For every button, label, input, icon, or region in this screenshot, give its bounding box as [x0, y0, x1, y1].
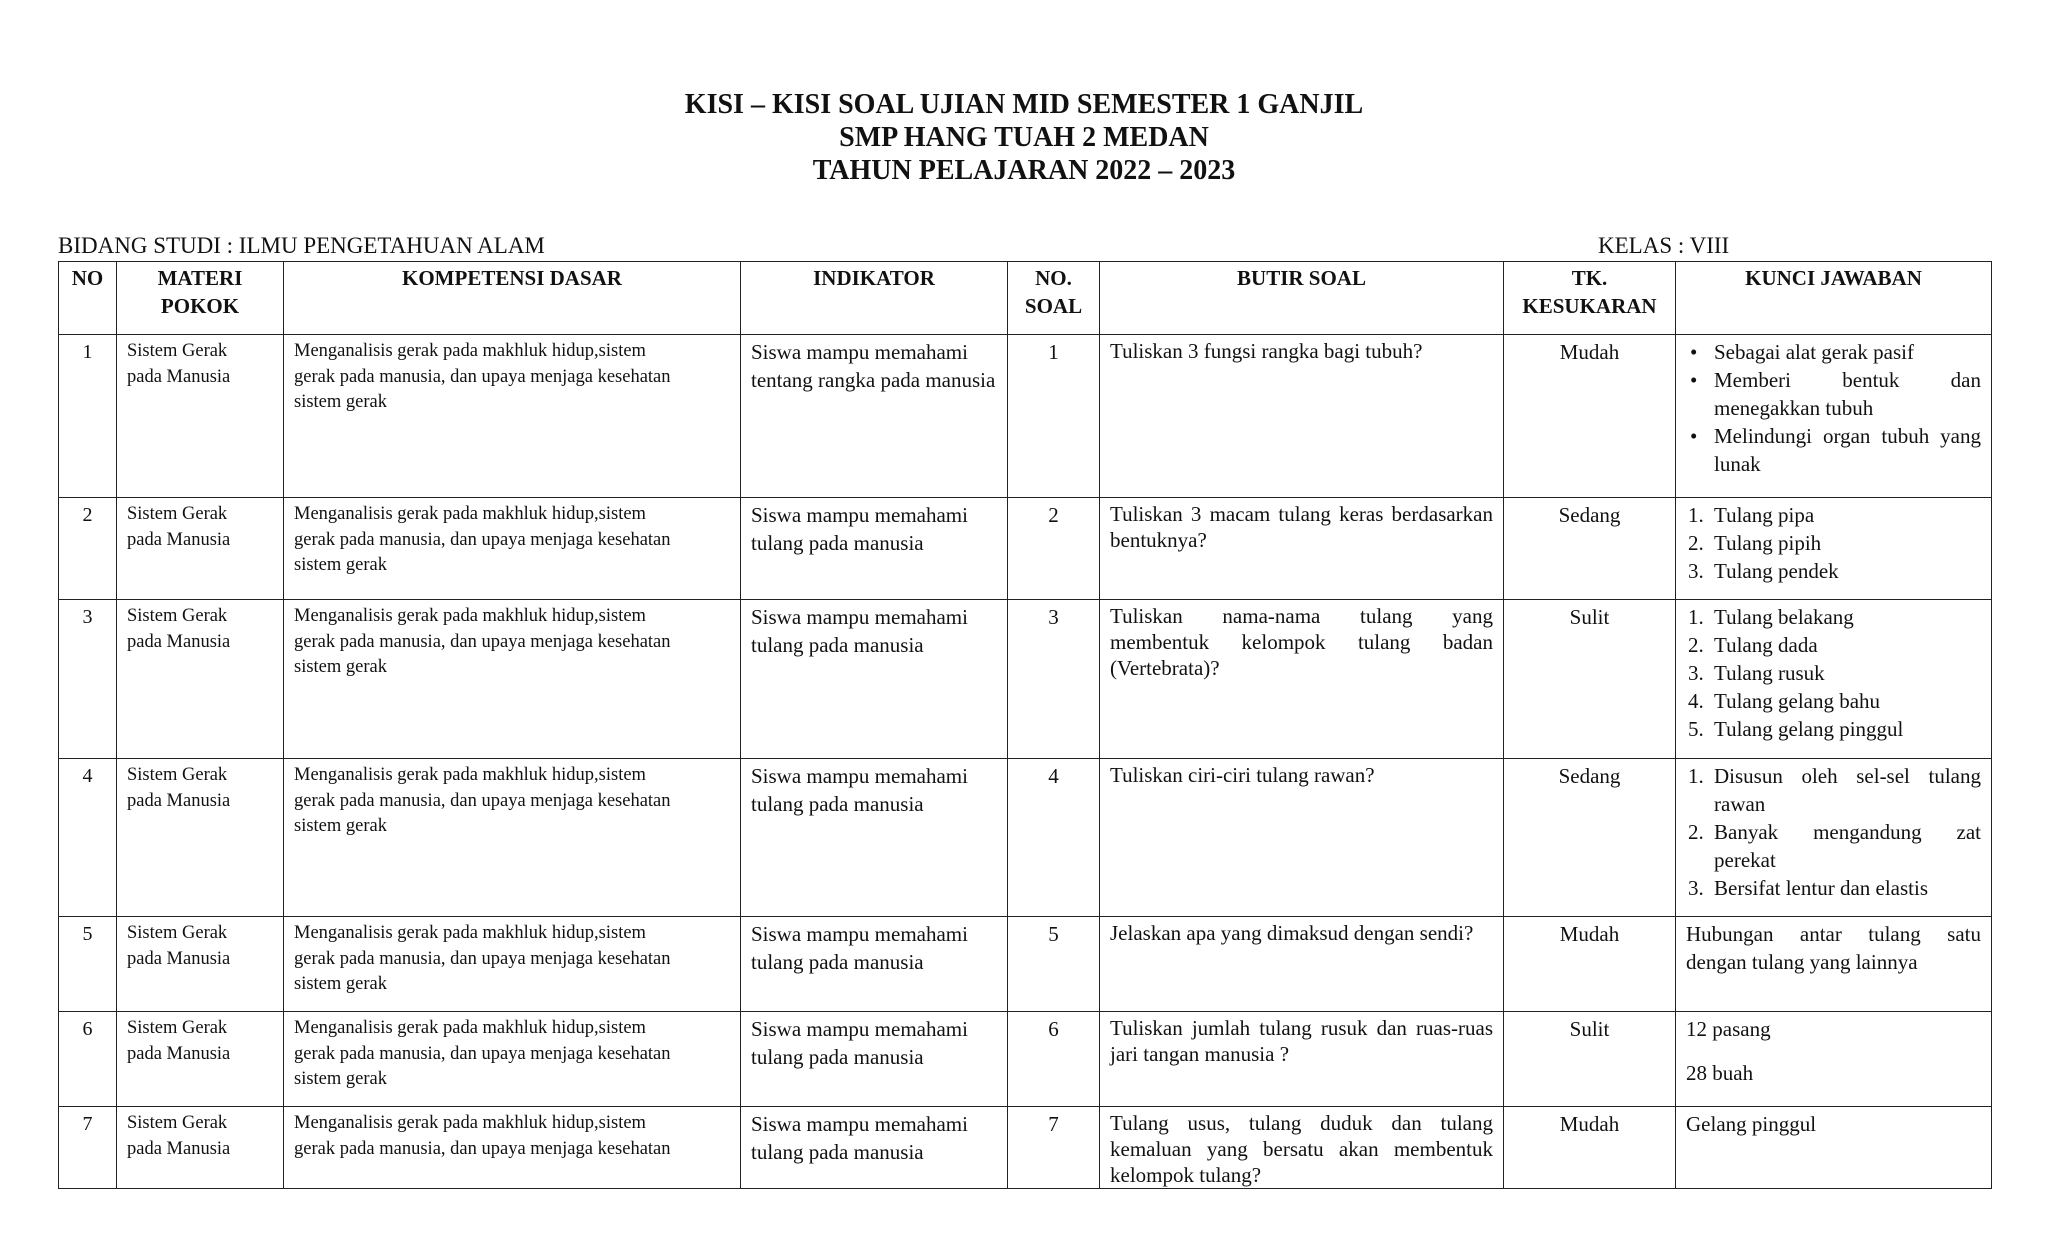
cell-tingkat: Sedang: [1504, 498, 1676, 600]
cell-materi: Sistem Gerak pada Manusia: [117, 335, 284, 498]
cell-no-soal: 5: [1008, 917, 1100, 1012]
cell-materi: Sistem Gerak pada Manusia: [117, 759, 284, 917]
cell-kunci: [1676, 1012, 1992, 1107]
number-marker: 1.: [1688, 764, 1704, 788]
cell-materi: Sistem Gerak pada Manusia: [117, 1107, 284, 1189]
table-body: [59, 335, 1992, 1189]
cell-materi: Sistem Gerak pada Manusia: [117, 600, 284, 759]
table-row: [59, 335, 1992, 498]
cell-kompetensi: Menganalisis gerak pada makhluk hidup,sistem gerak pada manusia, dan upaya menjaga kesehatan sistem gerak: [284, 917, 741, 1012]
question-grid-table: [58, 261, 1992, 1189]
number-marker: 1.: [1688, 503, 1704, 527]
number-marker: 3.: [1688, 559, 1704, 583]
cell-kompetensi: Menganalisis gerak pada makhluk hidup,sistem gerak pada manusia, dan upaya menjaga kesehatan sistem gerak: [284, 1012, 741, 1107]
cell-materi: Sistem Gerak pada Manusia: [117, 1012, 284, 1107]
cell-butir: Tuliskan nama-nama tulang yang membentuk kelompok tulang badan (Vertebrata)?: [1100, 600, 1504, 759]
cell-tingkat: Sedang: [1504, 759, 1676, 917]
cell-butir: Tuliskan ciri-ciri tulang rawan?: [1100, 759, 1504, 917]
subject-label: BIDANG STUDI : ILMU PENGETAHUAN ALAM: [58, 233, 545, 258]
class-label: KELAS : VIII: [1598, 233, 1730, 258]
answer-line: 12 pasang: [1686, 1017, 1771, 1041]
answer-text: [1684, 1110, 1981, 1138]
cell-no: 1: [59, 335, 117, 498]
answer-text: [1684, 920, 1981, 976]
cell-no-soal: 1: [1008, 335, 1100, 498]
cell-kunci: [1676, 498, 1992, 600]
answer-list: [1684, 501, 1981, 585]
document-title: [0, 88, 2048, 187]
header-materi: MATERI POKOK: [117, 262, 284, 335]
cell-tingkat: Mudah: [1504, 917, 1676, 1012]
cell-tingkat: Sulit: [1504, 600, 1676, 759]
cell-butir: Tuliskan jumlah tulang rusuk dan ruas-ruas jari tangan manusia ?: [1100, 1012, 1504, 1107]
cell-butir: Tulang usus, tulang duduk dan tulang kemaluan yang bersatu akan membentuk kelompok tulang?: [1100, 1107, 1504, 1189]
cell-no: 3: [59, 600, 117, 759]
number-marker: 3.: [1688, 661, 1704, 685]
cell-kompetensi: Menganalisis gerak pada makhluk hidup,sistem gerak pada manusia, dan upaya menjaga kesehatan sistem gerak: [284, 335, 741, 498]
answer-text: [1684, 1015, 1981, 1087]
answer-item: • Melindungi organ tubuh yang lunak: [1690, 424, 1981, 476]
cell-tingkat: Sulit: [1504, 1012, 1676, 1107]
cell-indikator: Siswa mampu memahami tulang pada manusia: [741, 498, 1008, 600]
title-line-2: SMP HANG TUAH 2 MEDAN: [839, 122, 1209, 153]
answer-item: 5. Tulang gelang pinggul: [1688, 717, 1904, 741]
cell-kompetensi: Menganalisis gerak pada makhluk hidup,sistem gerak pada manusia, dan upaya menjaga kesehatan sistem gerak: [284, 498, 741, 600]
bullet-marker: •: [1690, 340, 1698, 364]
answer-item: 3. Tulang rusuk: [1688, 661, 1825, 685]
answer-line: Hubungan antar tulang satu dengan tulang yang lainnya: [1686, 922, 1981, 974]
table-row: [59, 759, 1992, 917]
answer-item: • Memberi bentuk dan menegakkan tubuh: [1690, 368, 1981, 420]
cell-kunci: [1676, 335, 1992, 498]
cell-butir: Tuliskan 3 fungsi rangka bagi tubuh?: [1100, 335, 1504, 498]
cell-no: 2: [59, 498, 117, 600]
header-no-soal: NO. SOAL: [1008, 262, 1100, 335]
number-marker: 2.: [1688, 820, 1704, 844]
answer-line: 28 buah: [1686, 1061, 1754, 1085]
cell-no-soal: 3: [1008, 600, 1100, 759]
number-marker: 2.: [1688, 531, 1704, 555]
header-kunci: KUNCI JAWABAN: [1676, 262, 1992, 335]
header-tingkat: TK. KESUKARAN: [1504, 262, 1676, 335]
number-marker: 5.: [1688, 717, 1704, 741]
answer-list: [1684, 762, 1981, 902]
title-line-3: TAHUN PELAJARAN 2022 – 2023: [812, 155, 1236, 186]
answer-line: Gelang pinggul: [1686, 1112, 1817, 1136]
cell-kompetensi: Menganalisis gerak pada makhluk hidup,sistem gerak pada manusia, dan upaya menjaga kesehatan: [284, 1107, 741, 1189]
table-row: [59, 1012, 1992, 1107]
table-row: [59, 498, 1992, 600]
cell-kunci: [1676, 600, 1992, 759]
answer-item: 3. Bersifat lentur dan elastis: [1688, 876, 1929, 900]
cell-tingkat: Mudah: [1504, 1107, 1676, 1189]
answer-item: 2. Tulang pipih: [1688, 531, 1822, 555]
cell-butir: Jelaskan apa yang dimaksud dengan sendi?: [1100, 917, 1504, 1012]
header-kompetensi: KOMPETENSI DASAR: [284, 262, 741, 335]
cell-indikator: Siswa mampu memahami tulang pada manusia: [741, 1012, 1008, 1107]
cell-no-soal: 4: [1008, 759, 1100, 917]
header-indikator: INDIKATOR: [741, 262, 1008, 335]
cell-no: 5: [59, 917, 117, 1012]
answer-item: 2. Banyak mengandung zat perekat: [1688, 820, 1981, 872]
cell-indikator: Siswa mampu memahami tulang pada manusia: [741, 759, 1008, 917]
answer-item: 4. Tulang gelang bahu: [1688, 689, 1881, 713]
answer-list: [1684, 338, 1981, 478]
table-header-row: [59, 262, 1992, 335]
answer-list: [1684, 603, 1981, 743]
number-marker: 4.: [1688, 689, 1704, 713]
answer-item: 1. Tulang belakang: [1688, 605, 1854, 629]
cell-indikator: Siswa mampu memahami tulang pada manusia: [741, 1107, 1008, 1189]
cell-materi: Sistem Gerak pada Manusia: [117, 498, 284, 600]
table-row: [59, 917, 1992, 1012]
cell-tingkat: Mudah: [1504, 335, 1676, 498]
cell-indikator: Siswa mampu memahami tulang pada manusia: [741, 917, 1008, 1012]
cell-no-soal: 6: [1008, 1012, 1100, 1107]
answer-item: 3. Tulang pendek: [1688, 559, 1839, 583]
cell-kompetensi: Menganalisis gerak pada makhluk hidup,sistem gerak pada manusia, dan upaya menjaga kesehatan sistem gerak: [284, 759, 741, 917]
cell-no: 6: [59, 1012, 117, 1107]
cell-butir: Tuliskan 3 macam tulang keras berdasarkan bentuknya?: [1100, 498, 1504, 600]
cell-no: 4: [59, 759, 117, 917]
number-marker: 2.: [1688, 633, 1704, 657]
cell-indikator: Siswa mampu memahami tentang rangka pada manusia: [741, 335, 1008, 498]
number-marker: 3.: [1688, 876, 1704, 900]
answer-item: 1. Disusun oleh sel-sel tulang rawan: [1688, 764, 1981, 816]
answer-item: 1. Tulang pipa: [1688, 503, 1815, 527]
bullet-marker: •: [1690, 424, 1698, 448]
cell-no-soal: 2: [1008, 498, 1100, 600]
bullet-marker: •: [1690, 368, 1698, 392]
table-row: [59, 1107, 1992, 1189]
cell-kunci: [1676, 1107, 1992, 1189]
table-row: [59, 600, 1992, 759]
cell-kunci: [1676, 917, 1992, 1012]
cell-materi: Sistem Gerak pada Manusia: [117, 917, 284, 1012]
cell-no-soal: 7: [1008, 1107, 1100, 1189]
cell-kunci: [1676, 759, 1992, 917]
cell-indikator: Siswa mampu memahami tulang pada manusia: [741, 600, 1008, 759]
number-marker: 1.: [1688, 605, 1704, 629]
cell-no: 7: [59, 1107, 117, 1189]
header-butir: BUTIR SOAL: [1100, 262, 1504, 335]
answer-item: • Sebagai alat gerak pasif: [1690, 340, 1914, 364]
answer-item: 2. Tulang dada: [1688, 633, 1818, 657]
cell-kompetensi: Menganalisis gerak pada makhluk hidup,sistem gerak pada manusia, dan upaya menjaga kesehatan sistem gerak: [284, 600, 741, 759]
title-line-1: KISI – KISI SOAL UJIAN MID SEMESTER 1 GANJIL: [684, 89, 1364, 120]
header-no: NO: [59, 262, 117, 335]
